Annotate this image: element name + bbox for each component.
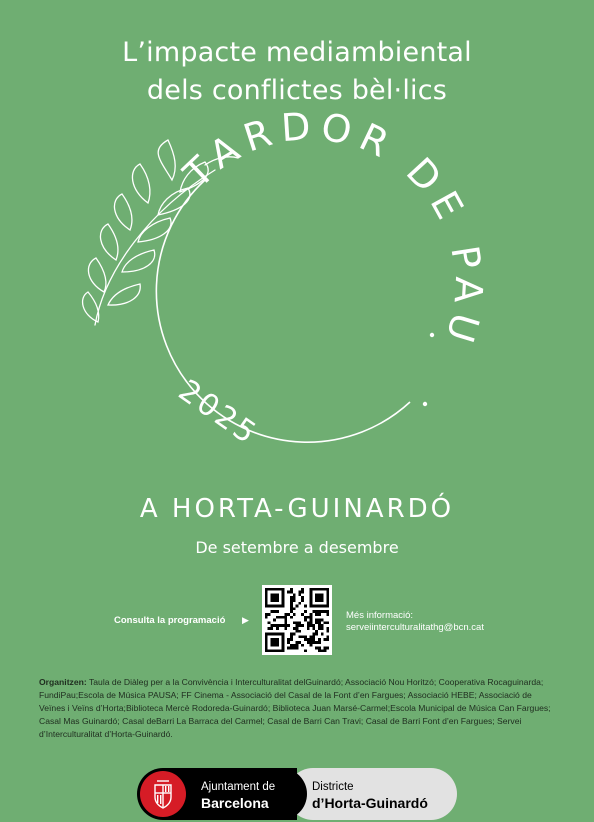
emblem-year: 2025 bbox=[171, 373, 265, 453]
more-info-email[interactable]: serveiinterculturalitathg@bcn.cat bbox=[346, 622, 484, 633]
barcelona-seal-icon bbox=[140, 771, 186, 817]
ajuntament-line-1: Ajuntament de bbox=[201, 781, 276, 793]
arrow-right-icon: ▶ bbox=[242, 615, 249, 625]
districte-pill bbox=[287, 768, 457, 820]
qr-code-icon[interactable] bbox=[262, 585, 332, 655]
footer-logos bbox=[137, 768, 457, 820]
more-info-label: Més informació: bbox=[346, 610, 414, 621]
location-heading: A HORTA-GUINARDÓ bbox=[139, 494, 455, 524]
organizers-list: Taula de Diàleg per a la Convivència i Interculturalitat delGuinardó; Associació Nou Horitzó; Cooperativa Rocaguinarda; FundiPau;Escola de Música PAUSA; FF Cinema - Associació del Casal de la Font d’en Fargues; Associació HEBE; Associació de Veïnes i Veïns d’Horta;Biblioteca Mercè Rodoreda-Guinardó; Biblioteca Juan Marsé-Carmel;Escola Municipal de Música Can Fargues; Casal Mas Guinardó; Casal deBarri La Barraca del Carmel; Casal de Barri Can Travi; Casal de Barri Font d’en Fargues; Servei d’Interculturalitat d’Horta-Guinardó. bbox=[39, 677, 551, 739]
title-line-2: dels conflictes bèl·lics bbox=[146, 75, 448, 106]
date-range: De setembre a desembre bbox=[195, 538, 399, 557]
districte-line-2: d’Horta-Guinardó bbox=[312, 795, 428, 811]
districte-line-1: Districte bbox=[312, 781, 354, 793]
ajuntament-line-2: Barcelona bbox=[201, 795, 269, 811]
organizers-text bbox=[39, 676, 555, 741]
arc-title: TARDOR DE PAU bbox=[175, 103, 492, 356]
emblem-dot bbox=[430, 333, 434, 337]
organizers-label: Organitzen: bbox=[39, 677, 87, 687]
consult-program-label: Consulta la programació bbox=[114, 615, 226, 626]
title-line-1: L’impacte mediambiental bbox=[122, 37, 472, 68]
more-info bbox=[346, 610, 484, 634]
emblem-dot bbox=[423, 402, 427, 406]
